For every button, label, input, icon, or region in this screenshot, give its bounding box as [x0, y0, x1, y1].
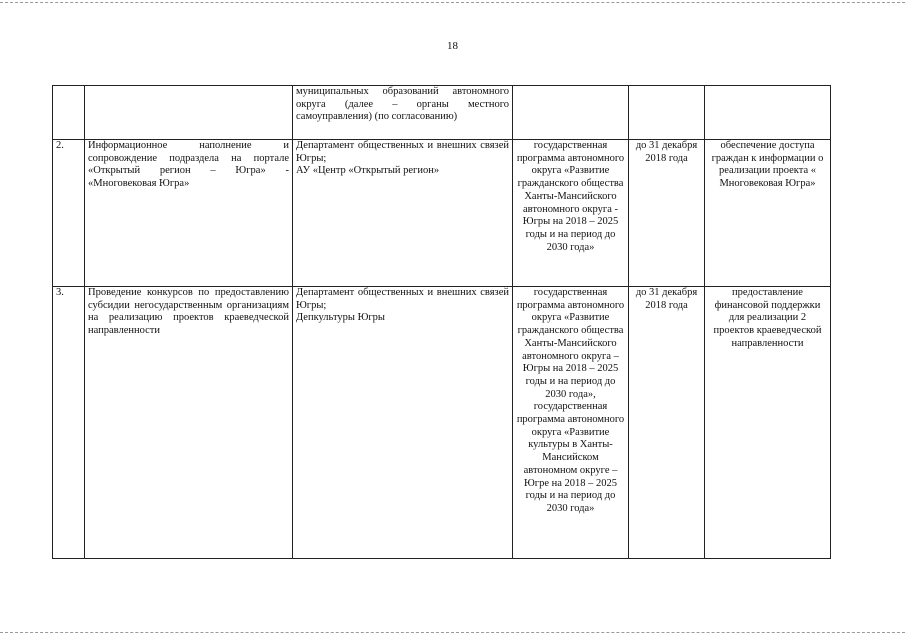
row-number: 3. [53, 287, 85, 559]
scan-edge-bottom [0, 632, 905, 635]
row-number [53, 86, 85, 140]
funding-source: государственная программа автономного округа «Развитие гражданского общества Ханты-Мансийского автономного округа – Югры на 2018 – 2025 годы и на период до 2030 года», государственная программа автономного округа «Развитие культуры в Ханты-Мансийском автономном округе – Югре на 2018 – 2025 годы и на период до 2030 года» [513, 287, 629, 559]
deadline: до 31 декабря 2018 года [629, 287, 705, 559]
deadline [629, 86, 705, 140]
executor: Департамент общественных и внешних связей Югры; Депкультуры Югры [293, 287, 513, 559]
executor: муниципальных образований автономного округа (далее – органы местного самоуправления) (по согласованию) [293, 86, 513, 140]
table-row [53, 140, 831, 287]
page-number: 18 [447, 40, 458, 52]
measure-name [85, 86, 293, 140]
funding-source [513, 86, 629, 140]
table-row [53, 287, 831, 559]
scan-edge-top [0, 2, 905, 6]
measure-name: Проведение конкурсов по предоставлению субсидии негосударственным организациям на реализацию проектов краеведческой направленности [85, 287, 293, 559]
expected-result [705, 86, 831, 140]
deadline: до 31 декабря 2018 года [629, 140, 705, 287]
table-row [53, 86, 831, 140]
executor: Департамент общественных и внешних связей Югры; АУ «Центр «Открытый регион» [293, 140, 513, 287]
measure-name: Информационное наполнение и сопровождение подраздела на портале «Открытый регион – Югра» - «Многовековая Югра» [85, 140, 293, 287]
expected-result: предоставление финансовой поддержки для реализации 2 проектов краеведческой направленности [705, 287, 831, 559]
row-number: 2. [53, 140, 85, 287]
measures-table [52, 85, 831, 559]
funding-source: государственная программа автономного округа «Развитие гражданского общества Ханты-Мансийского автономного округа - Югры на 2018 – 2025 годы и на период до 2030 года» [513, 140, 629, 287]
expected-result: обеспечение доступа граждан к информации о реализации проекта « Многовековая Югра» [705, 140, 831, 287]
